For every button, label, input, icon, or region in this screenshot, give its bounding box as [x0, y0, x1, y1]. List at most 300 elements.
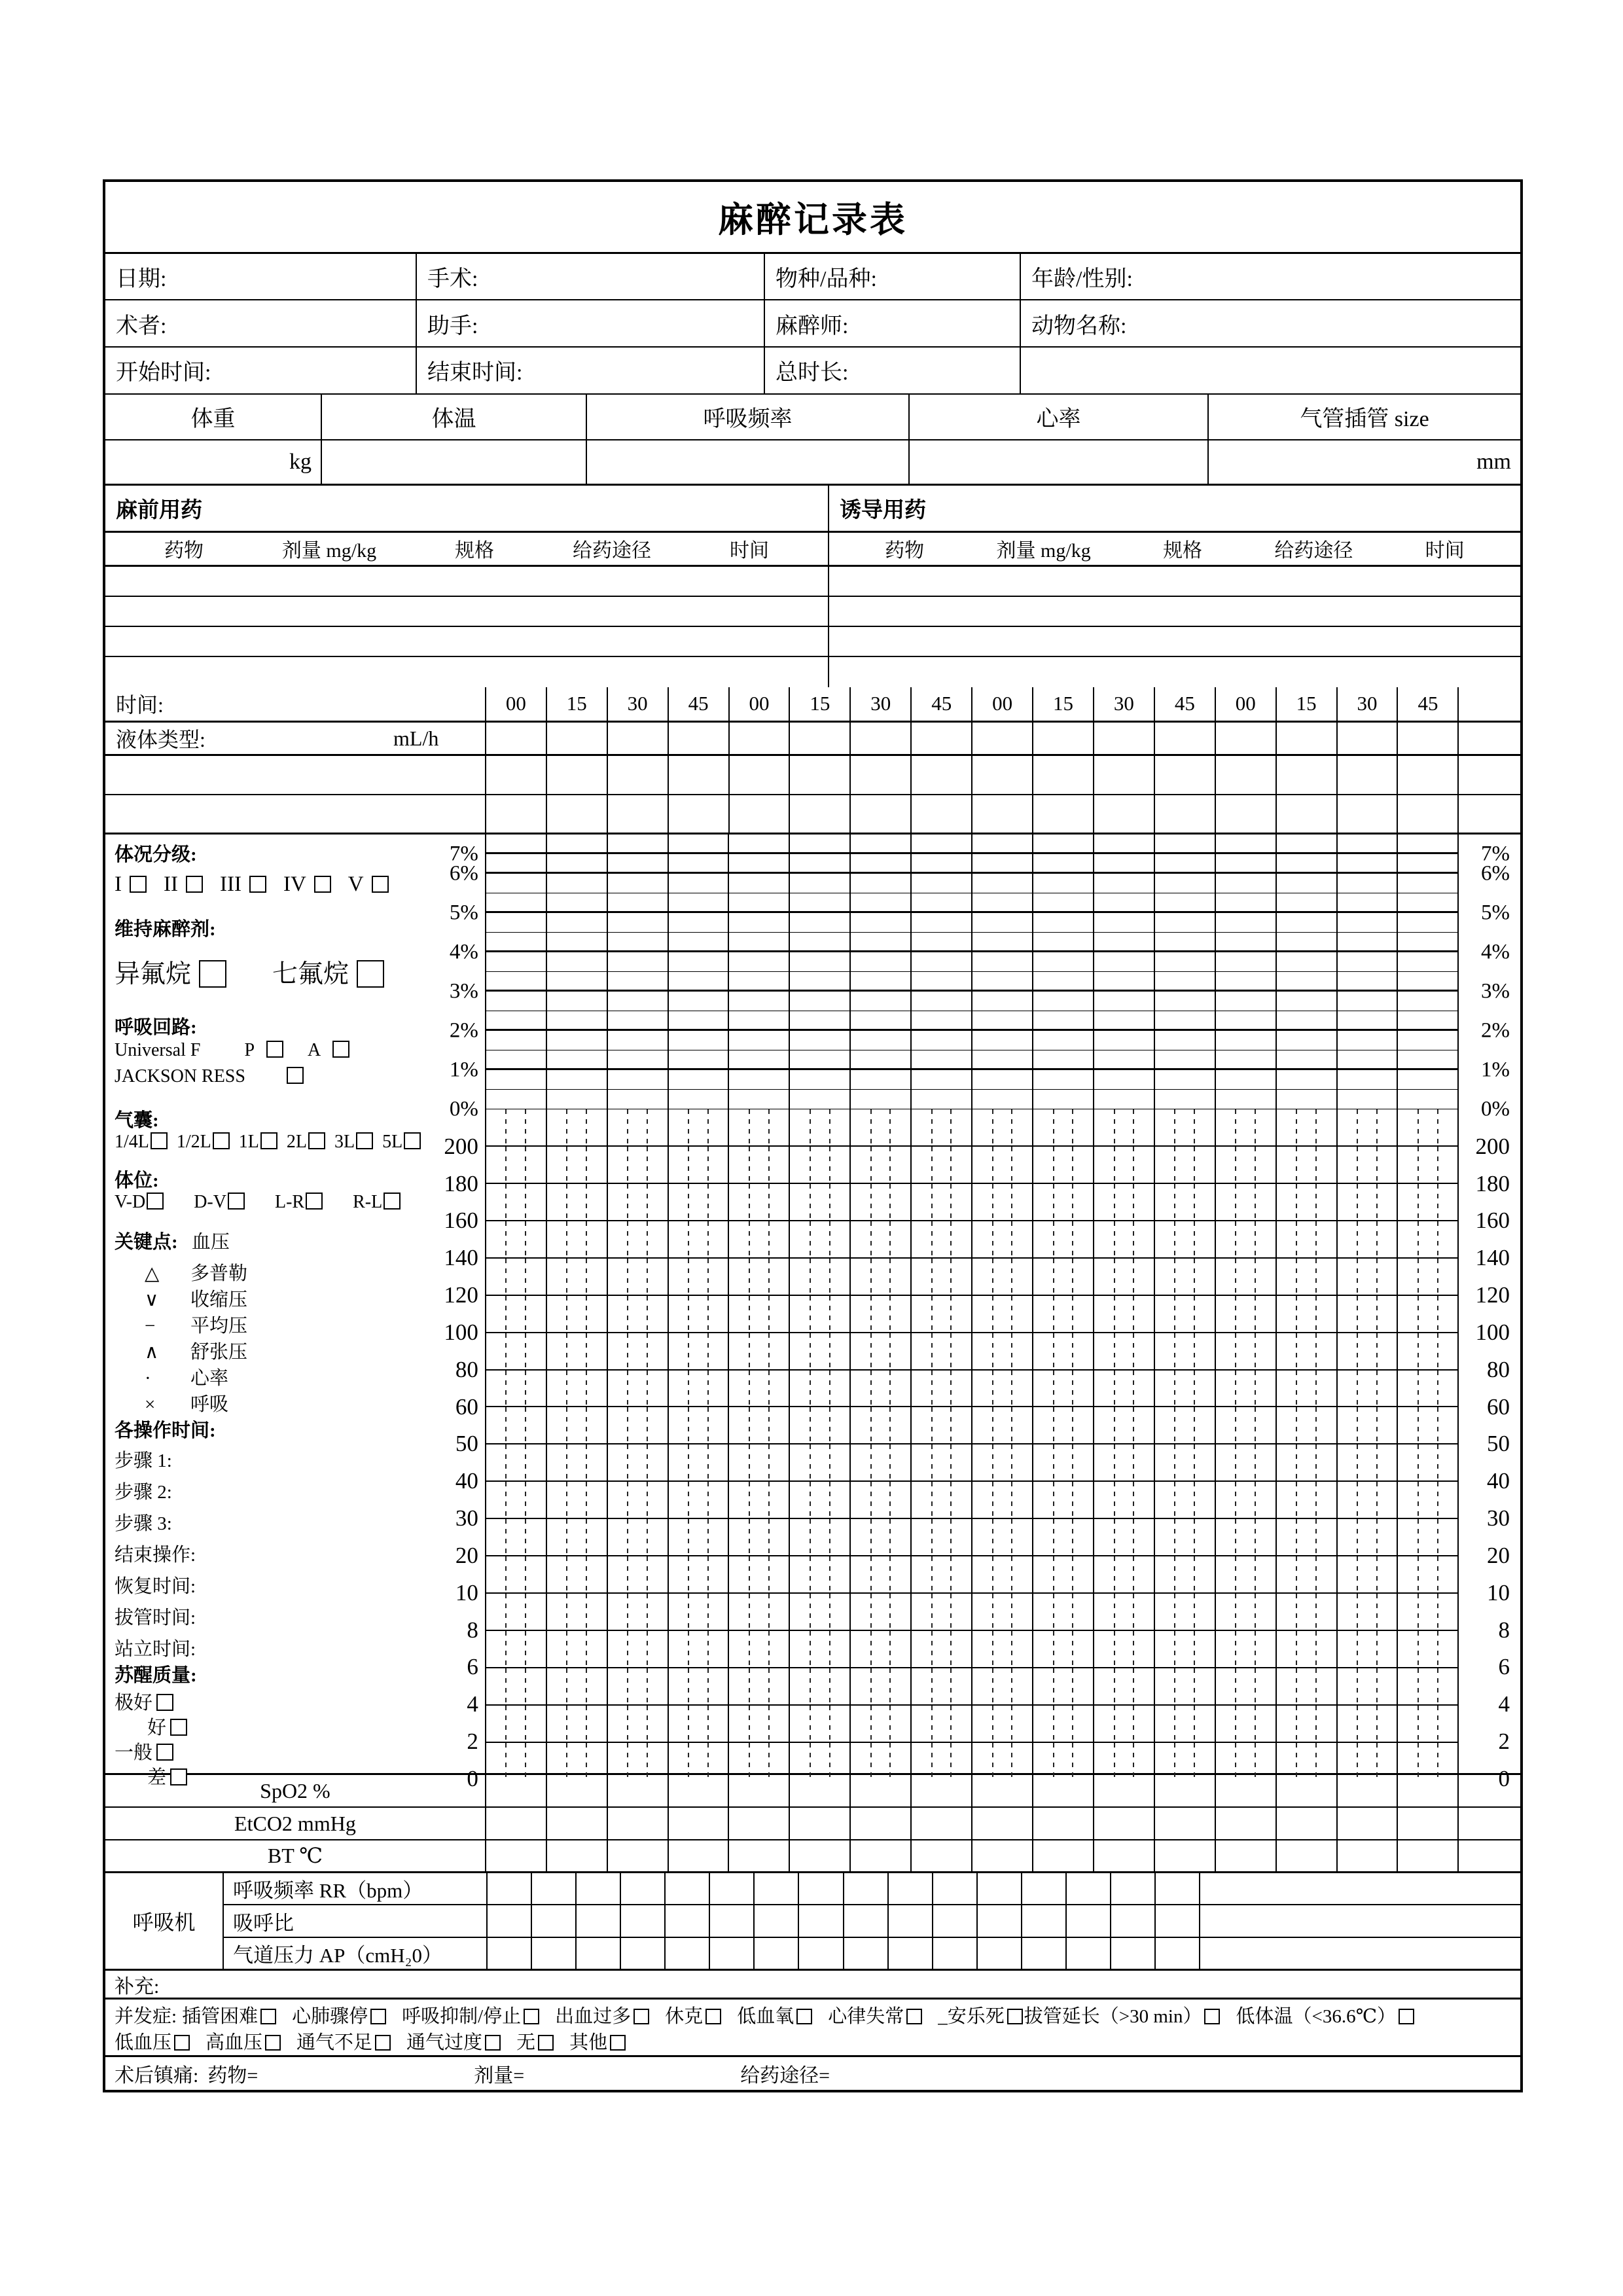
- extra-value-cell[interactable]: [790, 756, 851, 794]
- maintenance-option-label: 异氟烷: [115, 960, 192, 988]
- extra-value-cell[interactable]: [730, 795, 791, 833]
- ventilator-value-cell[interactable]: [1022, 1938, 1067, 1969]
- col-route: 给药途径: [1274, 540, 1353, 562]
- extra-value-cell[interactable]: [972, 795, 1033, 833]
- complication-checkbox[interactable]: [538, 2035, 554, 2051]
- induction-entry-cell[interactable]: [829, 567, 1520, 596]
- ventilator-value-cell[interactable]: [1067, 1938, 1111, 1969]
- ventilator-value-cell[interactable]: [1156, 1873, 1200, 1904]
- complication-checkbox[interactable]: [1007, 2009, 1023, 2024]
- spo2-label: SpO2 %: [105, 1775, 486, 1806]
- postop-field-3[interactable]: 给药途径=: [740, 2065, 830, 2087]
- complication-checkbox[interactable]: [265, 2035, 281, 2051]
- monitor-value-cell[interactable]: [1277, 1808, 1338, 1839]
- premed-entry-cell[interactable]: [105, 627, 829, 656]
- bp-grid-cell: [1398, 1371, 1457, 1407]
- complication-label: 出血过多: [555, 2006, 632, 2028]
- ventilator-value-cell[interactable]: [621, 1905, 666, 1936]
- ventilator-value-cell[interactable]: [1111, 1873, 1156, 1904]
- monitor-value-cell[interactable]: [912, 1775, 972, 1806]
- ventilator-value-cell[interactable]: [532, 1873, 577, 1904]
- bp-grid-cell: [547, 1631, 608, 1667]
- pct-grid-cell: [1094, 913, 1155, 932]
- monitor-value-cell[interactable]: [1338, 1775, 1399, 1806]
- monitor-value-cell[interactable]: [1398, 1808, 1459, 1839]
- pct-grid-cell: [1277, 1070, 1338, 1089]
- complication-item-1[interactable]: [182, 2003, 276, 2030]
- extra-value-cell[interactable]: [1033, 795, 1094, 833]
- date-field[interactable]: 日期:: [105, 254, 417, 300]
- spo2-cells: [486, 1775, 1459, 1806]
- fluid-value-cell[interactable]: [1398, 723, 1459, 755]
- premed-entry-cell[interactable]: [105, 597, 829, 626]
- ventilator-value-cell[interactable]: [621, 1873, 666, 1904]
- complication-checkbox[interactable]: [524, 2009, 539, 2024]
- bag-option-3: [239, 1132, 277, 1152]
- monitor-value-cell[interactable]: [1033, 1840, 1094, 1871]
- extra-value-cell[interactable]: [486, 756, 547, 794]
- pct-grid-cell: [1338, 952, 1399, 971]
- fluid-label-cell[interactable]: [105, 723, 486, 755]
- fluid-value-cell[interactable]: [1094, 723, 1155, 755]
- fluid-value-cell[interactable]: [730, 723, 791, 755]
- ventilator-value-cell[interactable]: [710, 1905, 755, 1936]
- species-field[interactable]: 物种/品种:: [765, 254, 1021, 300]
- total-duration-field[interactable]: 总时长:: [765, 348, 1021, 393]
- fluid-value-cell[interactable]: [1155, 723, 1216, 755]
- pct-grid-row: [486, 874, 1458, 893]
- extra-value-cell[interactable]: [486, 795, 547, 833]
- complication-checkbox[interactable]: [375, 2035, 391, 2051]
- end-time-field[interactable]: 结束时间:: [417, 348, 765, 393]
- ventilator-value-cell[interactable]: [1156, 1938, 1200, 1969]
- extra-value-cell[interactable]: [912, 795, 972, 833]
- monitor-value-cell[interactable]: [912, 1840, 972, 1871]
- monitor-value-cell[interactable]: [1094, 1840, 1155, 1871]
- ventilator-value-cell[interactable]: [666, 1905, 710, 1936]
- postop-field-2[interactable]: 剂量=: [474, 2065, 525, 2087]
- extra-value-cell[interactable]: [1155, 795, 1216, 833]
- extra-value-cell[interactable]: [1094, 795, 1155, 833]
- monitor-value-cell[interactable]: [669, 1840, 730, 1871]
- ventilator-value-cell[interactable]: [532, 1938, 577, 1969]
- ventilator-value-cell[interactable]: [666, 1938, 710, 1969]
- complication-checkbox[interactable]: [906, 2009, 922, 2024]
- position-option-checkbox[interactable]: [383, 1193, 401, 1210]
- condition-option-checkbox[interactable]: [249, 876, 266, 893]
- bp-grid-cell: [1277, 1259, 1338, 1295]
- pct-grid-cell: [790, 1031, 851, 1050]
- monitor-value-cell[interactable]: [1033, 1808, 1094, 1839]
- empty-cell[interactable]: [1021, 348, 1520, 393]
- fluid-value-cell[interactable]: [1033, 723, 1094, 755]
- pct-grid-cell: [547, 834, 608, 852]
- bp-grid-row: [486, 1296, 1458, 1333]
- ventilator-value-cell[interactable]: [1111, 1905, 1156, 1936]
- monitor-value-cell[interactable]: [1277, 1775, 1338, 1806]
- monitor-value-cell[interactable]: [912, 1808, 972, 1839]
- position-option-checkbox[interactable]: [147, 1193, 164, 1210]
- bp-grid-cell: [1155, 1594, 1216, 1630]
- ventilator-value-cell[interactable]: [1156, 1905, 1200, 1936]
- extra-value-cell[interactable]: [1398, 795, 1459, 833]
- bag-option-checkbox[interactable]: [151, 1132, 168, 1149]
- left-pct-scale-label: 1%: [449, 1058, 478, 1082]
- ventilator-value-cell[interactable]: [799, 1938, 844, 1969]
- complication-item-16[interactable]: [569, 2030, 626, 2056]
- heart-rate-value-cell[interactable]: [910, 440, 1209, 484]
- extra-label-cell[interactable]: [105, 756, 486, 794]
- keypoint-symbol: ∧: [145, 1341, 159, 1363]
- fluid-value-cell[interactable]: [669, 723, 730, 755]
- extra-value-cell[interactable]: [1155, 756, 1216, 794]
- extra-value-cell[interactable]: [1398, 756, 1459, 794]
- complication-item-10[interactable]: [1236, 2003, 1414, 2030]
- complication-item-2[interactable]: [292, 2003, 386, 2030]
- ventilator-value-cell[interactable]: [755, 1938, 799, 1969]
- pct-grid-cell: [851, 1090, 912, 1109]
- right-pct-scale-label: 5%: [1481, 901, 1510, 925]
- respiratory-rate-value-cell[interactable]: [587, 440, 910, 484]
- maintenance-option-checkbox[interactable]: [357, 960, 384, 988]
- ventilator-value-cell[interactable]: [532, 1905, 577, 1936]
- bp-grid-cell: [1277, 1147, 1338, 1183]
- monitor-value-cell[interactable]: [608, 1775, 669, 1806]
- fluid-value-cell[interactable]: [972, 723, 1033, 755]
- circuit-jackson-checkbox[interactable]: [287, 1067, 304, 1084]
- bp-grid-cell: [1398, 1631, 1457, 1667]
- extra-value-cell[interactable]: [912, 756, 972, 794]
- ventilator-value-cell[interactable]: [799, 1873, 844, 1904]
- pct-grid-cell: [729, 972, 790, 990]
- ventilator-value-cell[interactable]: [710, 1938, 755, 1969]
- monitor-value-cell[interactable]: [1155, 1808, 1216, 1839]
- position-option-checkbox[interactable]: [228, 1193, 245, 1210]
- extra-value-cell[interactable]: [1338, 795, 1399, 833]
- extra-value-cell[interactable]: [547, 756, 608, 794]
- condition-option-checkbox[interactable]: [130, 876, 147, 893]
- ventilator-value-cell[interactable]: [577, 1938, 621, 1969]
- anesthetic-percent-grid[interactable]: [486, 834, 1458, 1109]
- extra-value-cell[interactable]: [730, 756, 791, 794]
- op-time-3[interactable]: 步骤 3:: [115, 1513, 172, 1534]
- ventilator-value-cell[interactable]: [755, 1873, 799, 1904]
- ventilator-value-cell[interactable]: [978, 1905, 1022, 1936]
- ventilator-value-cell[interactable]: [933, 1938, 978, 1969]
- monitor-value-cell[interactable]: [972, 1808, 1033, 1839]
- ventilator-value-cell[interactable]: [799, 1905, 844, 1936]
- condition-option-checkbox[interactable]: [372, 876, 389, 893]
- extra-value-cell[interactable]: [1216, 756, 1277, 794]
- ventilator-value-cell[interactable]: [1022, 1873, 1067, 1904]
- pct-grid-cell: [669, 972, 730, 990]
- complication-checkbox[interactable]: [260, 2009, 276, 2024]
- ventilator-value-cell[interactable]: [844, 1905, 889, 1936]
- monitor-value-cell[interactable]: [851, 1840, 912, 1871]
- monitor-value-cell[interactable]: [972, 1840, 1033, 1871]
- ventilator-value-cell[interactable]: [621, 1938, 666, 1969]
- position-option-checkbox[interactable]: [306, 1193, 323, 1210]
- monitor-value-cell[interactable]: [851, 1808, 912, 1839]
- circuit-p-checkbox[interactable]: [266, 1041, 283, 1058]
- ventilator-value-cell[interactable]: [488, 1905, 532, 1936]
- fluid-value-cell[interactable]: [486, 723, 547, 755]
- monitor-value-cell[interactable]: [1216, 1840, 1277, 1871]
- fluid-value-cell[interactable]: [1216, 723, 1277, 755]
- bp-grid-row: [486, 1631, 1458, 1668]
- fluid-value-cell[interactable]: [547, 723, 608, 755]
- bp-grid-cell: [1338, 1259, 1399, 1295]
- ventilator-value-cell[interactable]: [577, 1873, 621, 1904]
- complication-item-9[interactable]: [1024, 2003, 1221, 2030]
- bag-option-checkbox[interactable]: [404, 1132, 421, 1149]
- pct-grid-cell: [790, 854, 851, 872]
- monitor-value-cell[interactable]: [972, 1775, 1033, 1806]
- complication-item-13[interactable]: [296, 2030, 391, 2056]
- age-sex-field[interactable]: 年龄/性别:: [1031, 266, 1133, 291]
- premed-entry-cell[interactable]: [105, 567, 829, 596]
- extra-tail-cell: [1459, 756, 1520, 794]
- surgeon-field[interactable]: 术者:: [105, 300, 417, 346]
- weight-value-cell[interactable]: kg: [105, 440, 322, 484]
- bag-option-checkbox[interactable]: [213, 1132, 230, 1149]
- temperature-value-cell[interactable]: [322, 440, 587, 484]
- ventilator-value-cell[interactable]: [1111, 1938, 1156, 1969]
- fluid-value-cell[interactable]: [1277, 723, 1338, 755]
- keypoint-symbol: −: [145, 1315, 156, 1336]
- complication-item-7[interactable]: [828, 2003, 922, 2030]
- fluid-value-cell[interactable]: [790, 723, 851, 755]
- ventilator-value-cell[interactable]: [1022, 1905, 1067, 1936]
- monitor-value-cell[interactable]: [729, 1840, 790, 1871]
- monitor-value-cell[interactable]: [1155, 1840, 1216, 1871]
- bp-grid-cell: [729, 1594, 790, 1630]
- ventilator-value-cell[interactable]: [577, 1905, 621, 1936]
- extra-value-cell[interactable]: [669, 795, 730, 833]
- monitor-value-cell[interactable]: [729, 1808, 790, 1839]
- extra-value-cell[interactable]: [1094, 756, 1155, 794]
- monitor-value-cell[interactable]: [547, 1808, 608, 1839]
- complication-item-6[interactable]: [737, 2003, 812, 2030]
- monitor-value-cell[interactable]: [1216, 1808, 1277, 1839]
- ventilator-value-cell[interactable]: [844, 1873, 889, 1904]
- monitor-value-cell[interactable]: [547, 1840, 608, 1871]
- complication-item-11[interactable]: [115, 2030, 190, 2056]
- bp-grid-cell: [1398, 1407, 1457, 1443]
- monitor-value-cell[interactable]: [1094, 1808, 1155, 1839]
- bag-option-checkbox[interactable]: [308, 1132, 325, 1149]
- induction-entry-cell[interactable]: [829, 627, 1520, 656]
- bp-grid-cell: [1155, 1147, 1216, 1183]
- pct-grid-cell: [851, 834, 912, 852]
- condition-option-checkbox[interactable]: [186, 876, 203, 893]
- circuit-label: 呼吸回路:: [115, 1016, 197, 1038]
- extra-label-cell[interactable]: [105, 795, 486, 833]
- ventilator-value-cell[interactable]: [710, 1873, 755, 1904]
- ventilator-value-cell[interactable]: [755, 1905, 799, 1936]
- complication-item-15[interactable]: [516, 2030, 554, 2056]
- fluid-value-cell[interactable]: [608, 723, 669, 755]
- complication-item-14[interactable]: [406, 2030, 501, 2056]
- monitor-value-cell[interactable]: [486, 1775, 547, 1806]
- extra-value-cell[interactable]: [851, 795, 912, 833]
- monitor-value-cell[interactable]: [851, 1775, 912, 1806]
- circuit-a-checkbox[interactable]: [332, 1041, 349, 1058]
- ventilator-value-cell[interactable]: [488, 1873, 532, 1904]
- fluid-value-cell[interactable]: [851, 723, 912, 755]
- monitor-value-cell[interactable]: [1155, 1775, 1216, 1806]
- pct-grid-cell: [972, 1011, 1033, 1029]
- op-time-1[interactable]: 步骤 1:: [115, 1450, 172, 1471]
- start-time-field[interactable]: 开始时间:: [105, 348, 417, 393]
- extra-value-cell[interactable]: [1277, 756, 1338, 794]
- extra-value-cell[interactable]: [1216, 795, 1277, 833]
- monitor-value-cell[interactable]: [1398, 1840, 1459, 1871]
- monitor-value-cell[interactable]: [729, 1775, 790, 1806]
- vitals-plot-grid[interactable]: [486, 1109, 1458, 1779]
- extra-value-cell[interactable]: [547, 795, 608, 833]
- timeline-ticks: [486, 687, 1459, 721]
- monitor-value-cell[interactable]: [608, 1808, 669, 1839]
- op-time-6[interactable]: 拔管时间:: [115, 1607, 196, 1628]
- monitor-value-cell[interactable]: [790, 1840, 851, 1871]
- surgery-field[interactable]: 手术:: [417, 254, 765, 300]
- ventilator-value-cell[interactable]: [978, 1873, 1022, 1904]
- complication-item-4[interactable]: [555, 2003, 649, 2030]
- induction-entry-cell[interactable]: [829, 657, 1520, 687]
- supplement-row[interactable]: [105, 1971, 1520, 2000]
- monitor-value-cell[interactable]: [1338, 1808, 1399, 1839]
- bp-grid-cell: [972, 1482, 1033, 1518]
- bag-option-checkbox[interactable]: [260, 1132, 277, 1149]
- recovery-option-checkbox[interactable]: [170, 1719, 187, 1736]
- monitor-value-cell[interactable]: [1398, 1775, 1459, 1806]
- monitor-value-cell[interactable]: [1094, 1775, 1155, 1806]
- extra-value-cell[interactable]: [1338, 756, 1399, 794]
- extra-value-cell[interactable]: [1033, 756, 1094, 794]
- fluid-value-cell[interactable]: [1338, 723, 1399, 755]
- fluid-value-cell[interactable]: [912, 723, 972, 755]
- ventilator-value-cell[interactable]: [1067, 1905, 1111, 1936]
- bp-grid-cell: [1277, 1482, 1338, 1518]
- bp-grid-cell: [486, 1221, 547, 1257]
- ventilator-value-cell[interactable]: [1067, 1873, 1111, 1904]
- bag-option-checkbox[interactable]: [356, 1132, 373, 1149]
- bp-grid-cell: [1094, 1706, 1155, 1742]
- animal-name-field[interactable]: 动物名称:: [1031, 314, 1127, 338]
- monitor-value-cell[interactable]: [790, 1808, 851, 1839]
- pct-grid-cell: [486, 933, 547, 950]
- complication-label: 通气过度: [406, 2032, 483, 2054]
- recovery-option-checkbox[interactable]: [156, 1744, 173, 1761]
- complication-checkbox[interactable]: [610, 2035, 626, 2051]
- extra-value-cell[interactable]: [608, 795, 669, 833]
- bp-grid-cell: [912, 1556, 972, 1592]
- bp-grid-cell: [1398, 1296, 1457, 1332]
- monitor-value-cell[interactable]: [1338, 1840, 1399, 1871]
- induction-columns: [829, 533, 1520, 565]
- ventilator-param-label: 气道压力 AP（cmH₂0）: [224, 1938, 488, 1969]
- monitor-value-cell[interactable]: [790, 1775, 851, 1806]
- monitor-value-cell[interactable]: [669, 1775, 730, 1806]
- monitor-value-cell[interactable]: [608, 1840, 669, 1871]
- complication-checkbox[interactable]: [1204, 2009, 1220, 2024]
- bp-grid-cell: [1277, 1631, 1338, 1667]
- ventilator-value-cell[interactable]: [844, 1938, 889, 1969]
- maintenance-options: [115, 954, 430, 990]
- extra-value-cell[interactable]: [790, 795, 851, 833]
- complication-checkbox[interactable]: [370, 2009, 386, 2024]
- complication-item-12[interactable]: [205, 2030, 281, 2056]
- complication-item-3[interactable]: [402, 2003, 539, 2030]
- anesthetist-field[interactable]: 麻醉师:: [765, 300, 1021, 346]
- recovery-option-checkbox[interactable]: [156, 1694, 173, 1711]
- bt-tail-cell: [1459, 1840, 1520, 1871]
- complication-checkbox[interactable]: [633, 2009, 649, 2024]
- extra-value-cell[interactable]: [851, 756, 912, 794]
- ventilator-value-cell[interactable]: [933, 1905, 978, 1936]
- ventilator-value-cell[interactable]: [978, 1938, 1022, 1969]
- premed-entry-cell[interactable]: [105, 657, 829, 687]
- bp-grid-cell: [1094, 1743, 1155, 1779]
- extra-value-cell[interactable]: [1277, 795, 1338, 833]
- maintenance-option-checkbox[interactable]: [199, 960, 226, 988]
- ventilator-value-cell[interactable]: [933, 1873, 978, 1904]
- pct-grid-cell: [669, 933, 730, 950]
- extra-value-cell[interactable]: [608, 756, 669, 794]
- assistant-field[interactable]: 助手:: [417, 300, 765, 346]
- op-time-4[interactable]: 结束操作:: [115, 1544, 196, 1566]
- monitor-value-cell[interactable]: [486, 1808, 547, 1839]
- op-time-7[interactable]: 站立时间:: [115, 1638, 196, 1660]
- bp-grid-cell: [669, 1668, 730, 1704]
- monitor-value-cell[interactable]: [547, 1775, 608, 1806]
- ventilator-value-cell[interactable]: [666, 1873, 710, 1904]
- monitor-value-cell[interactable]: [1277, 1840, 1338, 1871]
- extra-value-cell[interactable]: [669, 756, 730, 794]
- op-time-5[interactable]: 恢复时间:: [115, 1575, 196, 1597]
- tube-size-value-cell[interactable]: mm: [1476, 449, 1511, 474]
- complication-checkbox[interactable]: [705, 2009, 721, 2024]
- ventilator-value-cell[interactable]: [488, 1938, 532, 1969]
- condition-option-checkbox[interactable]: [314, 876, 331, 893]
- complication-checkbox[interactable]: [174, 2035, 190, 2051]
- monitor-value-cell[interactable]: [486, 1840, 547, 1871]
- complication-checkbox[interactable]: [485, 2035, 501, 2051]
- bp-grid-cell: [912, 1668, 972, 1704]
- complication-item-5[interactable]: [665, 2003, 721, 2030]
- timeline-tail-cell: [1459, 687, 1520, 721]
- induction-entry-cell[interactable]: [829, 597, 1520, 626]
- info-row-1: [105, 254, 1520, 301]
- bp-grid-cell: [912, 1221, 972, 1257]
- bp-grid-cell: [547, 1444, 608, 1480]
- monitor-value-cell[interactable]: [1033, 1775, 1094, 1806]
- monitor-value-cell[interactable]: [1216, 1775, 1277, 1806]
- complication-checkbox[interactable]: [796, 2009, 812, 2024]
- pct-grid-cell: [851, 933, 912, 950]
- ventilator-value-cell[interactable]: [889, 1905, 933, 1936]
- complication-checkbox[interactable]: [1399, 2009, 1414, 2024]
- pct-grid-cell: [1338, 972, 1399, 990]
- ventilator-value-cell[interactable]: [889, 1938, 933, 1969]
- monitor-value-cell[interactable]: [669, 1808, 730, 1839]
- extra-value-cell[interactable]: [972, 756, 1033, 794]
- ventilator-value-cell[interactable]: [889, 1873, 933, 1904]
- complication-item-8[interactable]: [938, 2003, 1023, 2030]
- op-time-2[interactable]: 步骤 2:: [115, 1481, 172, 1503]
- postop-field-1[interactable]: 药物=: [207, 2065, 259, 2087]
